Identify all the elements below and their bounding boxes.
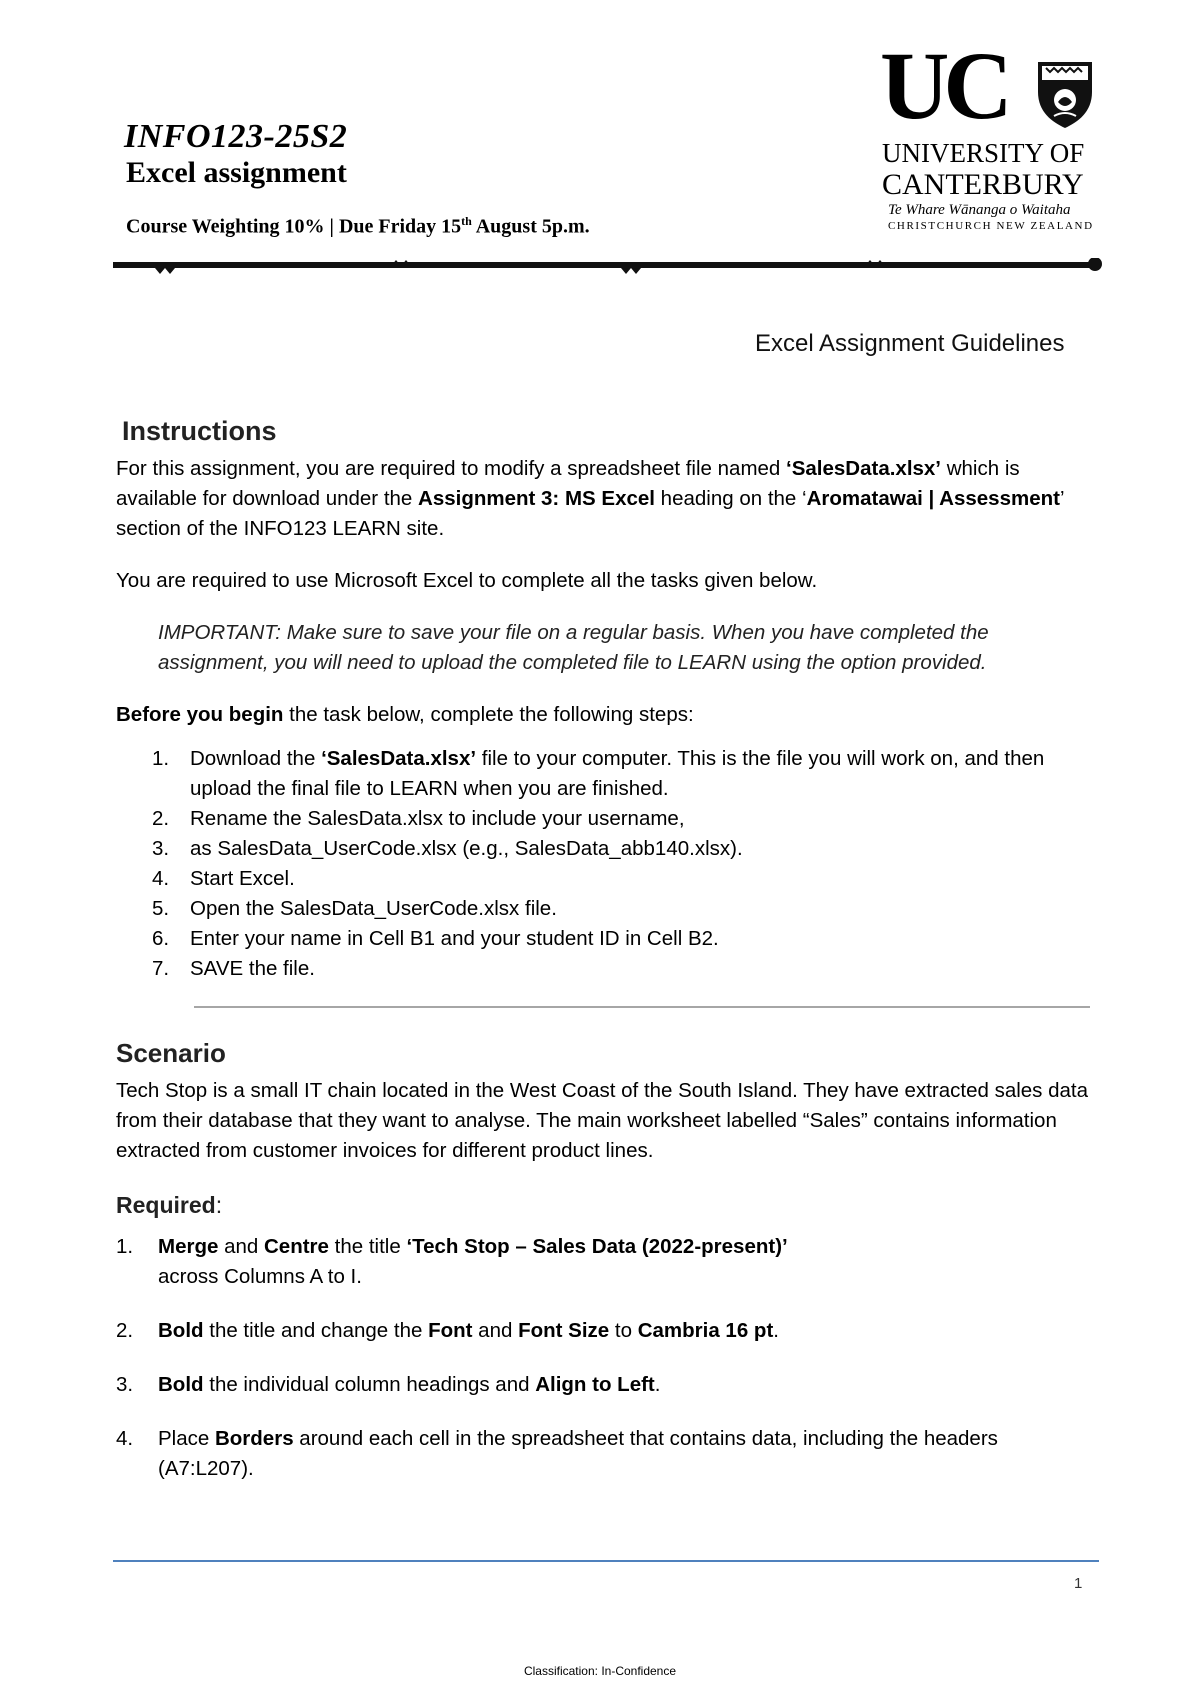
logo-line-1: UNIVERSITY OF	[882, 138, 1085, 168]
text-span: as SalesData_UserCode.xlsx (e.g., SalesData_abb140.xlsx).	[190, 837, 743, 860]
bold-term: Align to Left	[535, 1373, 655, 1396]
crest-icon	[1034, 58, 1096, 130]
step-number: 4.	[152, 867, 170, 890]
logo-line-4: CHRISTCHURCH NEW ZEALAND	[888, 220, 1094, 232]
list-item	[116, 804, 1096, 834]
text-span: ’ section of the INFO123 LEARN site.	[116, 487, 1064, 540]
list-item	[116, 924, 1096, 954]
list-item	[116, 1316, 1096, 1346]
text-span: and	[218, 1235, 264, 1258]
file-name: ‘SalesData.xlsx’	[786, 457, 942, 480]
bold-term: Borders	[214, 1427, 294, 1450]
bold-term: Cambria 16 pt	[637, 1319, 774, 1342]
list-item	[116, 864, 1096, 894]
required-colon: :	[215, 1192, 223, 1218]
course-code: INFO123-25S2	[124, 118, 348, 155]
text-span: Rename the SalesData.xlsx to include your username,	[190, 807, 685, 830]
logo-line-2: CANTERBURY	[882, 168, 1084, 201]
important-note: IMPORTANT: Make sure to save your file on a regular basis. When you have completed the assignment, you will need to upload the completed file to LEARN using the option provided.	[158, 621, 989, 674]
assignment-heading-ref: Assignment 3: MS Excel	[418, 487, 655, 510]
scenario-text: Tech Stop is a small IT chain located in the West Coast of the South Island. They have extracted sales data from their database that they want to analyse. The main worksheet labelled “Sales” contains information extracted from customer invoices for different product lines.	[116, 1079, 1089, 1162]
section-ref: Aromatawai | Assessment	[806, 487, 1060, 510]
guidelines-title: Excel Assignment Guidelines	[755, 330, 1065, 357]
step-number: 2.	[152, 807, 170, 830]
text-span: the individual column headings and	[203, 1373, 536, 1396]
text-span: .	[654, 1373, 661, 1396]
item-number: 1.	[116, 1235, 134, 1258]
required-heading	[116, 1188, 1096, 1222]
bold-term: Bold	[158, 1373, 204, 1396]
text-span: to	[609, 1319, 638, 1342]
meta-suffix: August 5p.m.	[471, 215, 590, 238]
text-span: Download the	[190, 747, 322, 770]
bold-term: Font Size	[518, 1319, 610, 1342]
text-span: which is available for download under the	[116, 457, 1020, 510]
text-span: heading on the ‘	[654, 487, 807, 510]
text-span: the title and change the	[203, 1319, 429, 1342]
step-number: 5.	[152, 897, 170, 920]
text-span: around each cell in the spreadsheet that contains data, including the headers (A7:L207).	[158, 1427, 998, 1480]
logo-line-3: Te Whare Wānanga o Waitaha	[888, 202, 1071, 218]
course-meta	[126, 214, 590, 239]
list-item	[116, 834, 1096, 864]
meta-sup: th	[461, 214, 472, 228]
meta-prefix: Course Weighting 10% | Due Friday 15	[126, 215, 462, 238]
document-title: Excel assignment	[126, 156, 347, 189]
text-span: across Columns A to I.	[158, 1265, 362, 1288]
list-item	[116, 894, 1096, 924]
item-number: 4.	[116, 1427, 134, 1450]
steps-list	[116, 744, 1096, 984]
classification-label: Classification: In-Confidence	[523, 1664, 677, 1678]
step-number: 6.	[152, 927, 170, 950]
bold-term: Centre	[264, 1235, 329, 1258]
list-item	[116, 744, 1096, 804]
scenario-heading: Scenario	[116, 1038, 226, 1068]
list-item	[116, 1370, 1096, 1400]
section-divider	[194, 1006, 1090, 1008]
item-number: 3.	[116, 1373, 134, 1396]
text-span: the task below, complete the following steps:	[283, 703, 694, 726]
text-span: For this assignment, you are required to modify a spreadsheet file named	[116, 457, 787, 480]
text-span: SAVE the file.	[190, 957, 315, 980]
instructions-paragraph	[116, 454, 1096, 544]
text-span: Enter your name in Cell B1 and your student ID in Cell B2.	[190, 927, 719, 950]
bold-term: Font	[428, 1319, 473, 1342]
text-span: Place	[158, 1427, 215, 1450]
step-number: 7.	[152, 957, 170, 980]
list-item	[116, 1232, 1096, 1292]
text-span: the title	[328, 1235, 407, 1258]
step-number: 1.	[152, 747, 170, 770]
bold-term: Merge	[158, 1235, 219, 1258]
page-number: 1	[1074, 1575, 1083, 1592]
text-span: .	[773, 1319, 779, 1342]
bold-term: Bold	[158, 1319, 204, 1342]
document-body	[116, 414, 1096, 1508]
list-item	[116, 1424, 1096, 1484]
text-span: and	[472, 1319, 519, 1342]
footer-divider	[113, 1560, 1099, 1562]
university-logo	[880, 32, 1110, 232]
logo-mark: UC	[880, 32, 1007, 139]
required-list	[116, 1232, 1096, 1484]
required-label: Required	[116, 1192, 216, 1218]
step-number: 3.	[152, 837, 170, 860]
text-span: Open the SalesData_UserCode.xlsx file.	[190, 897, 557, 920]
header-divider	[113, 258, 1103, 278]
file-name: ‘SalesData.xlsx’	[321, 747, 477, 770]
item-number: 2.	[116, 1319, 134, 1342]
bold-term: ‘Tech Stop – Sales Data (2022-present)’	[406, 1235, 788, 1258]
before-begin-bold: Before you begin	[116, 703, 284, 726]
before-begin	[116, 700, 1096, 730]
text-span: Start Excel.	[190, 867, 295, 890]
instructions-heading: Instructions	[122, 416, 277, 446]
excel-requirement: You are required to use Microsoft Excel to complete all the tasks given below.	[116, 569, 818, 592]
list-item	[116, 954, 1096, 984]
text-span: file to your computer. This is the file you will work on, and then upload the final file to LEARN when you are finished.	[190, 747, 1045, 800]
